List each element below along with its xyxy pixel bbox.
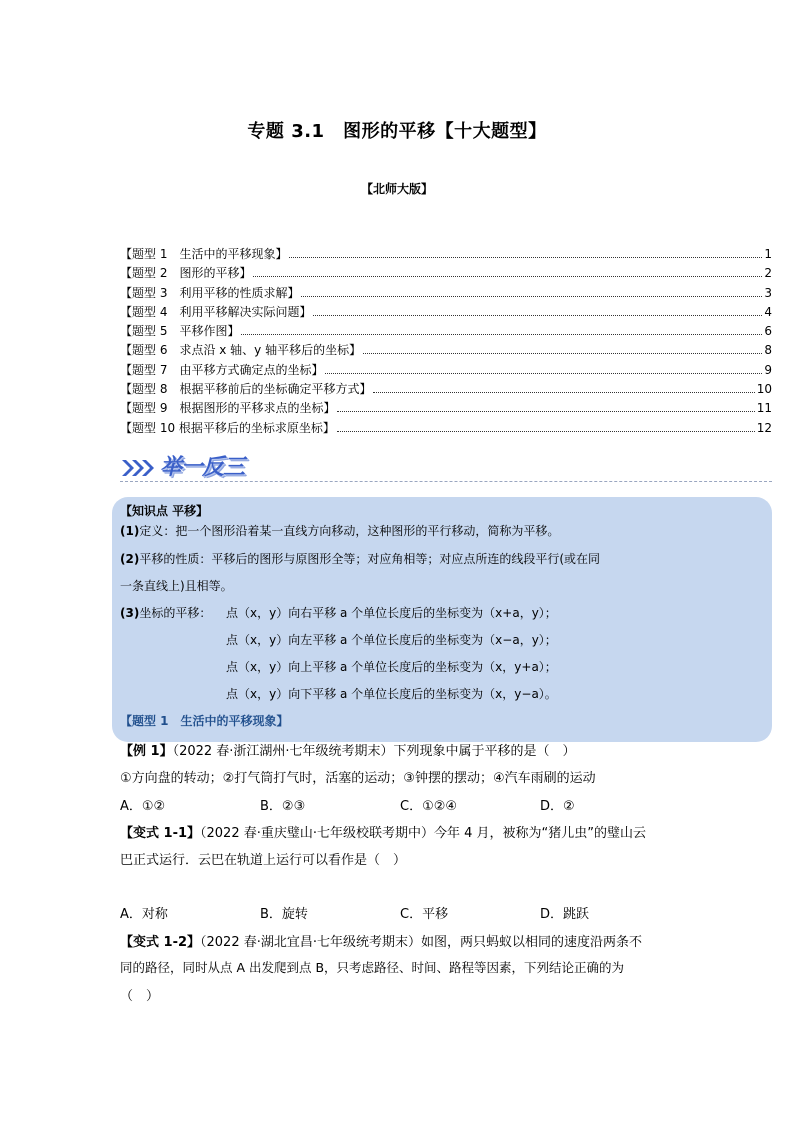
- coordinate-rule: 点（x，y）向上平移 a 个单位长度后的坐标变为（x，y+a）；: [226, 660, 557, 674]
- example-items: ①方向盘的转动；②打气筒打气时，活塞的运动；③钟摆的摆动；④汽车雨刷的运动: [120, 771, 596, 786]
- toc-leader: [337, 431, 755, 432]
- variant-stem-cont: 巴正式运行．云巴在轨道上运行可以看作是（ ）: [120, 853, 407, 868]
- section-banner: [120, 448, 772, 484]
- option-b[interactable]: B．②③: [260, 799, 306, 814]
- option-c[interactable]: C．平移: [400, 907, 449, 922]
- toc-leader: [253, 276, 762, 277]
- option-a[interactable]: A．①②: [120, 799, 166, 814]
- knowledge-heading: 【知识点 平移】: [120, 504, 209, 518]
- edition-label: 【北师大版】: [360, 182, 433, 196]
- option-d[interactable]: D．跳跃: [540, 907, 590, 922]
- option-c[interactable]: C．①②④: [400, 799, 458, 814]
- table-of-contents: [120, 245, 772, 438]
- toc-item[interactable]: 【题型 5 平移作图】 6: [120, 324, 772, 339]
- toc-leader: [301, 296, 762, 297]
- property-line-cont: 一条直线上)且相等。: [120, 579, 233, 593]
- toc-leader: [363, 353, 762, 354]
- toc-leader: [373, 392, 754, 393]
- definition-line: (1)定义：把一个图形沿着某一直线方向移动，这种图形的平行移动，简称为平移。: [120, 524, 560, 538]
- property-line: (2)平移的性质：平移后的图形与原图形全等；对应角相等；对应点所连的线段平行(或在同: [120, 552, 601, 566]
- banner-title: 举一反三: [160, 455, 245, 480]
- variant-stem: 【变式 1-1】（2022 春·重庆璧山·七年级校联考期中）今年 4 月，被称为“猪儿虫”的璧山云: [120, 826, 647, 841]
- example-stem: 【例 1】（2022 春·浙江湖州·七年级统考期末）下列现象中属于平移的是（ ）: [120, 744, 576, 759]
- answer-options: [120, 903, 740, 922]
- variant-stem: 【变式 1-2】（2022 春·湖北宜昌·七年级统考期末）如图，两只蚂蚁以相同的速度沿两条不: [120, 935, 642, 950]
- option-a[interactable]: A．对称: [120, 907, 168, 922]
- divider: [120, 481, 772, 482]
- toc-item[interactable]: 【题型 10 根据平移后的坐标求原坐标】 12: [120, 420, 772, 435]
- coordinate-line: (3)坐标的平移：: [120, 606, 212, 620]
- option-b[interactable]: B．旋转: [260, 907, 308, 922]
- toc-item[interactable]: 【题型 1 生活中的平移现象】 1: [120, 247, 772, 261]
- toc-leader: [289, 257, 762, 258]
- page-title: 专题 3.1 图形的平移【十大题型】: [247, 121, 547, 142]
- option-d[interactable]: D．②: [540, 799, 575, 814]
- toc-leader: [337, 411, 754, 412]
- variant-stem-cont: （ ）: [120, 989, 160, 1004]
- toc-leader: [313, 315, 762, 316]
- question-type-heading: 【题型 1 生活中的平移现象】: [120, 714, 289, 728]
- toc-leader: [241, 334, 762, 335]
- variant-stem-cont: 同的路径，同时从点 A 出发爬到点 B，只考虑路径、时间、路程等因素，下列结论正确的为: [120, 960, 625, 975]
- toc-item[interactable]: 【题型 4 利用平移解决实际问题】 4: [120, 304, 772, 319]
- coordinate-rule: 点（x，y）向右平移 a 个单位长度后的坐标变为（x+a，y）；: [226, 606, 557, 620]
- toc-item[interactable]: 【题型 8 根据平移前后的坐标确定平移方式】 10: [120, 382, 772, 397]
- toc-leader: [325, 373, 762, 374]
- answer-options: [120, 795, 740, 814]
- toc-item[interactable]: 【题型 6 求点沿 x 轴、y 轴平移后的坐标】 8: [120, 343, 772, 358]
- toc-item[interactable]: 【题型 7 由平移方式确定点的坐标】 9: [120, 362, 772, 377]
- toc-item[interactable]: 【题型 2 图形的平移】 2: [120, 266, 772, 281]
- coordinate-rule: 点（x，y）向左平移 a 个单位长度后的坐标变为（x−a，y）；: [226, 633, 557, 647]
- coordinate-rule: 点（x，y）向下平移 a 个单位长度后的坐标变为（x，y−a）。: [226, 687, 557, 701]
- toc-item[interactable]: 【题型 3 利用平移的性质求解】 3: [120, 285, 772, 300]
- toc-item[interactable]: 【题型 9 根据图形的平移求点的坐标】 11: [120, 401, 772, 416]
- chevron-arrows-icon: [120, 454, 160, 484]
